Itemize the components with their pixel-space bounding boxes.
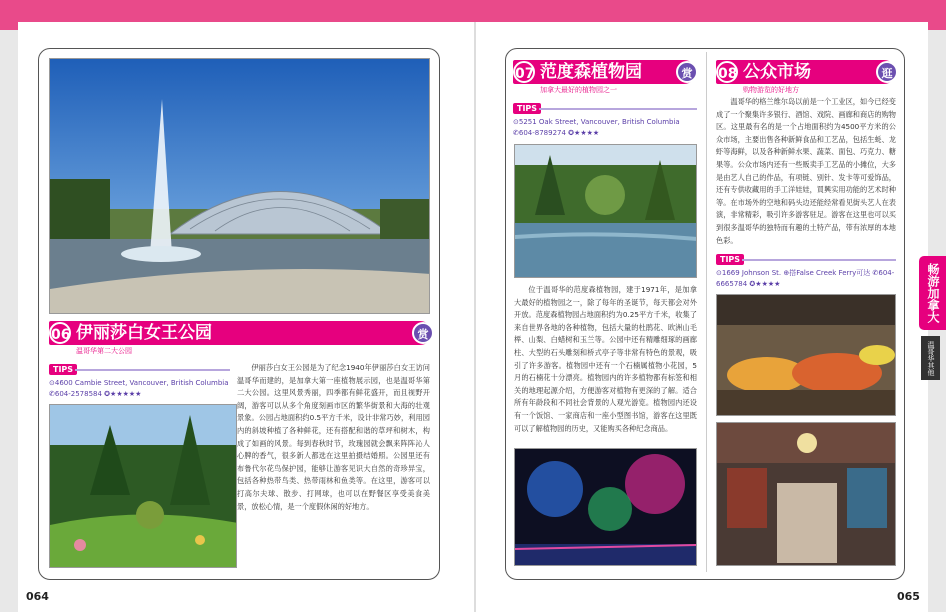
map-pin-icon: ⊙ [513, 118, 519, 126]
sec07-category-badge: 赏 [676, 61, 698, 83]
sec08-phone: 604-6665784 [716, 269, 895, 288]
botanical-garden-pond-photo [514, 144, 697, 278]
phone-icon: ✆ [49, 390, 55, 398]
sec07-tips-info [513, 117, 699, 139]
sec07-number: 07 [513, 61, 535, 83]
phone-icon: ✆ [513, 129, 519, 137]
rating-icon: ✪ [749, 280, 756, 288]
left-page-number: 064 [26, 590, 49, 603]
conservatory-dome-photo [49, 58, 430, 314]
market-produce-photo [716, 294, 896, 416]
phone-icon: ✆ [872, 269, 879, 277]
sec08-title: 公众市场 [743, 62, 811, 82]
park-garden-photo [49, 404, 237, 568]
map-pin-icon: ⊙ [49, 379, 55, 387]
column-divider [706, 52, 707, 572]
sec06-rating: ★★★★★ [110, 390, 142, 398]
sec08-tips-label: TIPS [716, 254, 744, 265]
sec06-address: 4600 Cambie Street, Vancouver, British Columbia [54, 379, 229, 387]
sec08-tips-divider [742, 259, 896, 261]
sec08-subtitle: 购物游览的好地方 [743, 86, 799, 94]
book-spine [474, 22, 476, 612]
sec06-body-text: 伊丽莎白女王公园是为了纪念1940年伊丽莎白女王访问温哥华而建的，是加拿大第一座植物展示园，也是温哥华第二大公园。这里风景秀丽，四季都有鲜花盛开，而且视野开阔，游客可以从多个角度刻画市区的繁华街景和大海的壮观景象。公园占地面积约0.5平方千米，设计非常巧妙，利用园内的斜坡种植了各种鲜花，还有搭配和谐的草坪和树木，构成了如画的风景。每到春秋时节，玫瑰园就会飘来阵阵沁人心脾的香气，很多新人都选在这里拍摄结婚照。公园里还有布鲁代尔花鸟保护园，能够让游客见识大自然的奇珍异宝，包括各种热带鸟类、热带雨林和鱼类等。在这里，游客可以打高尔夫球、散步、打网球，也可以在野餐区享受美食美景，放松心情，是一个度假休闲的好地方。 [237, 363, 430, 511]
sec06-tips-divider [75, 369, 230, 371]
sec06-category-badge: 赏 [412, 322, 434, 344]
sec07-phone: 604-8789274 [518, 129, 566, 137]
sec08-number: 08 [716, 61, 738, 83]
sec07-tips-divider [539, 108, 697, 110]
sec08-category-badge: 逛 [876, 61, 898, 83]
sec07-address: 5251 Oak Street, Vancouver, British Columbia [518, 118, 680, 126]
sec08-transit: 搭False Creek Ferry可达 [789, 269, 871, 277]
rating-icon: ✪ [104, 390, 111, 398]
transit-icon: ⊕ [783, 269, 790, 277]
sec06-tips-info [49, 378, 234, 400]
sec08-body-text: 温哥华的格兰维尔岛以前是一个工业区，如今已经变成了一个聚集许多银行、酒馆、戏院、画廊和商店的购物区。这里最有名的是一个占地面积约为4500平方米的公众市场，主要出售各种新鲜食品和工艺品，包括生蚝、龙虾等海鲜，以及各种新鲜水果、蔬菜、面包、巧克力、糖果等。公众市场内还有一些贩卖手工艺品的小摊位，大多是由艺人自己的作品，有项链、别针、发卡等可爱饰品，还有专供收藏用的手工洋娃娃，買興实用功能的艺术时种等。在市场外的空地和码头边还能经常看见街头艺人在表演，非常精彩，吸引许多游客驻足。游客在这里也可以买到很多温哥华的独特而有趣的土特产品，带有浓厚的本地色彩。 [716, 97, 896, 245]
sec06-title: 伊丽莎白女王公园 [76, 323, 212, 343]
sec06-phone: 604-2578584 [54, 390, 102, 398]
sec08-tips-info [716, 268, 898, 290]
sec06-number: 06 [49, 322, 71, 344]
sec07-tips-label: TIPS [513, 103, 541, 114]
garden-lights-night-photo [514, 448, 697, 566]
sec06-tips-label: TIPS [49, 364, 77, 375]
rating-icon: ✪ [568, 129, 575, 137]
side-tab-canada[interactable]: 畅游加拿大 [919, 256, 946, 330]
map-pin-icon: ⊙ [716, 269, 722, 277]
sec06-subtitle: 温哥华第二大公园 [76, 347, 132, 355]
sec07-body-text: 位于温哥华的范度森植物园，建于1971年，是加拿大最好的植物园之一，除了每年的圣诞节，每天都会对外开放。范度森植物园占地面积约为0.25平方千米，收集了来自世界各地的各种植物，包括大量的杜鹃花、欧洲山毛榉、山梨、白蜡树和玉兰等。公园中还有精雕细琢的画廊柱、大型的石头雕刻和桥式亭子等非常有特色的景观，吸引了许多游客。植物园中还有一个石楠属植物小花园，5月的石楠花十分漂亮。植物园内的许多植物都有标签和相关的地理起源介绍，方便游客对植物有更深的了解。适合所有年龄段和不同社会背景的人观光游览。植物园内还设有一个饭馆、一家商店和一座小型图书馆，游客在这里既可以了解植物园的历史，又能购买各种纪念商品。 [514, 285, 697, 433]
sec08-address: 1669 Johnson St. [721, 269, 782, 277]
sec07-title: 范度森植物园 [540, 62, 642, 82]
sec07-subtitle: 加拿大最好的植物园之一 [540, 86, 617, 94]
right-page-number: 065 [897, 590, 920, 603]
sec08-rating: ★★★★ [755, 280, 781, 288]
sec07-rating: ★★★★ [574, 129, 600, 137]
market-interior-photo [716, 422, 896, 566]
side-tab-vancouver-other[interactable]: 温哥华其他 [921, 336, 940, 380]
